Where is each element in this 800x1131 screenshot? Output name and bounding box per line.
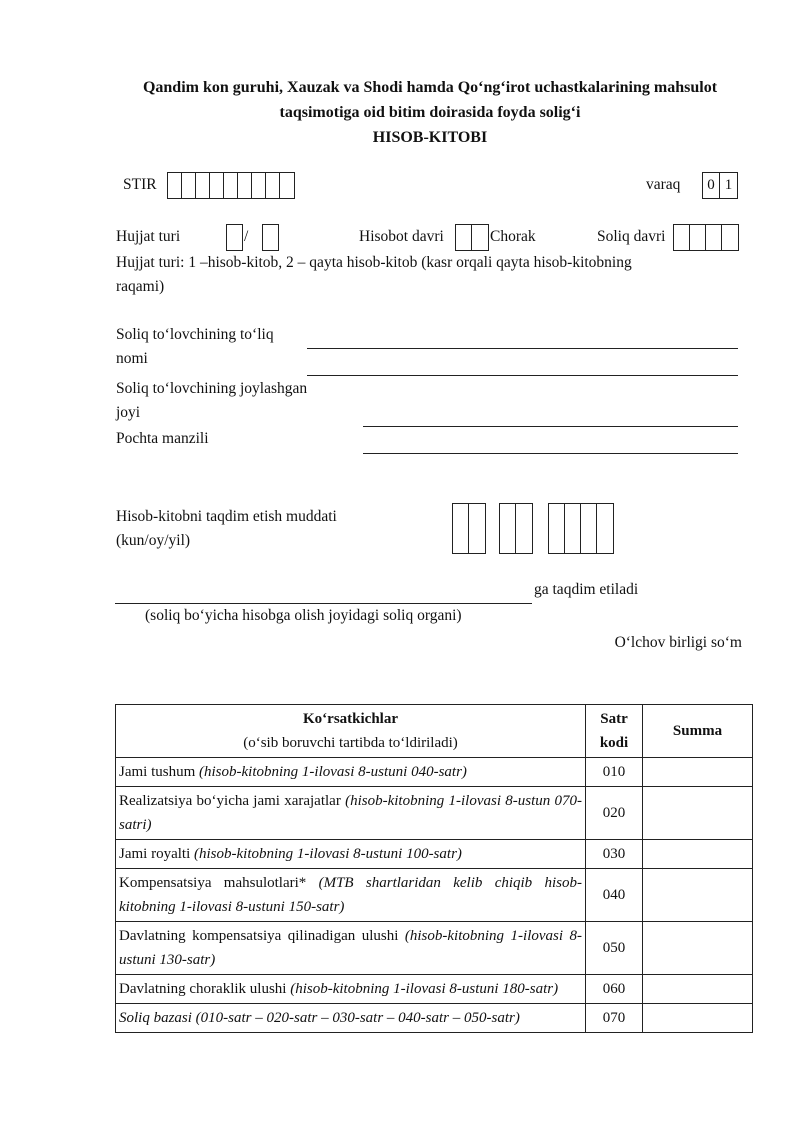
deadline-year-cell[interactable] [565, 504, 581, 553]
table-row [116, 840, 753, 869]
stir-cell[interactable] [280, 173, 294, 198]
stir-cell[interactable] [196, 173, 210, 198]
indicator-reference: (MTB shartlaridan kelib chiqib hisob-kitobning 1-ilovasi 8-ustuni 150-satr) [119, 875, 582, 915]
sum-cell[interactable] [643, 922, 753, 975]
tax-period-cell[interactable] [690, 225, 706, 250]
indicator-label: Kompensatsiya mahsulotlari* [119, 875, 307, 891]
indicator-reference: (hisob-kitobning 1-ilovasi 8-ustun 070-satri) [119, 793, 583, 833]
document-type-cell[interactable] [226, 224, 243, 251]
deadline-year-cell[interactable] [549, 504, 565, 553]
indicator-label: Jami royalti [119, 846, 191, 862]
indicator-label: Jami tushum [119, 764, 196, 780]
tax-period-label: Soliq davri [597, 228, 666, 245]
line-code-cell: 040 [586, 869, 643, 922]
sum-cell[interactable] [643, 787, 753, 840]
sum-cell[interactable] [643, 840, 753, 869]
indicator-cell [116, 758, 586, 787]
table-header-row [116, 705, 753, 758]
indicators-table [115, 704, 753, 1033]
line-code-cell: 020 [586, 787, 643, 840]
sum-cell[interactable] [643, 869, 753, 922]
indicator-cell [116, 840, 586, 869]
title-line-1: Qandim kon guruhi, Xauzak va Shodi hamda Qo‘ng‘irot uchastkalarining mahsulot [142, 79, 718, 96]
indicator-cell [116, 1004, 586, 1033]
indicator-label: Realizatsiya bo‘yicha jami xarajatlar [119, 793, 341, 809]
sum-header-label: Summa [672, 723, 723, 739]
taxpayer-name-label-1: Soliq to‘lovchining to‘liq [116, 326, 274, 343]
quarter-label: Chorak [490, 228, 536, 245]
deadline-year-cells[interactable] [548, 503, 614, 554]
sum-cell[interactable] [643, 975, 753, 1004]
varaq-cells[interactable] [702, 172, 738, 199]
line-code-cell: 070 [586, 1004, 643, 1033]
taxpayer-location-label-2: joyi [116, 404, 141, 421]
line-code-cell: 060 [586, 975, 643, 1004]
indicator-cell [116, 787, 586, 840]
sum-cell[interactable] [643, 758, 753, 787]
document-type-slash: / [244, 228, 249, 245]
table-row [116, 975, 753, 1004]
document-title [110, 75, 750, 150]
indicator-reference: (hisob-kitobning 1-ilovasi 8-ustuni 100-satr) [194, 846, 462, 862]
tax-period-cell[interactable] [706, 225, 722, 250]
document-type-note-line-1: Hujjat turi: 1 –hisob-kitob, 2 – qayta hisob-kitob (kasr orqali qayta hisob-kitobning [116, 254, 632, 271]
tax-period-cells[interactable] [673, 224, 739, 251]
table-row [116, 758, 753, 787]
sum-cell[interactable] [643, 1004, 753, 1033]
deadline-label-2: (kun/oy/yil) [116, 532, 191, 549]
table-row [116, 922, 753, 975]
taxpayer-name-field-line-2[interactable] [307, 375, 738, 376]
indicator-reference: Soliq bazasi (010-satr – 020-satr – 030-satr – 040-satr – 050-satr) [119, 1010, 520, 1026]
postal-address-label: Pochta manzili [116, 430, 209, 447]
correction-number-cell[interactable] [262, 224, 279, 251]
line-code-cell: 050 [586, 922, 643, 975]
reporting-period-cells[interactable] [455, 224, 489, 251]
line-code-header-1: Satr [600, 711, 628, 727]
correction-number-input[interactable] [263, 225, 278, 250]
document-type-label: Hujjat turi [116, 228, 181, 245]
indicators-header-title: Ko‘rsatkichlar [303, 711, 398, 727]
table-row [116, 869, 753, 922]
tax-period-cell[interactable] [674, 225, 690, 250]
indicator-reference: (hisob-kitobning 1-ilovasi 8-ustuni 130-satr) [119, 928, 582, 968]
indicator-label: Davlatning choraklik ulushi [119, 981, 287, 997]
stir-cell[interactable] [224, 173, 238, 198]
deadline-month-cell[interactable] [500, 504, 516, 553]
table-row [116, 1004, 753, 1033]
indicator-reference: (hisob-kitobning 1-ilovasi 8-ustuni 040-satr) [199, 764, 467, 780]
stir-cell[interactable] [266, 173, 280, 198]
deadline-day-cells[interactable] [452, 503, 486, 554]
taxpayer-name-label-2: nomi [116, 350, 148, 367]
varaq-label: varaq [646, 176, 681, 193]
indicator-reference: (hisob-kitobning 1-ilovasi 8-ustuni 180-satr) [290, 981, 559, 997]
deadline-day-cell[interactable] [469, 504, 485, 553]
stir-cells[interactable] [167, 172, 295, 199]
stir-cell[interactable] [168, 173, 182, 198]
taxpayer-name-field[interactable] [307, 348, 738, 349]
line-code-cell: 010 [586, 758, 643, 787]
deadline-label-1: Hisob-kitobni taqdim etish muddati [116, 508, 337, 525]
title-line-3: HISOB-KITOBI [372, 129, 488, 146]
taxpayer-location-field[interactable] [363, 426, 738, 427]
indicators-header [116, 705, 586, 758]
taxpayer-location-label-1: Soliq to‘lovchining joylashgan [116, 380, 308, 397]
deadline-month-cells[interactable] [499, 503, 533, 554]
stir-cell[interactable] [182, 173, 196, 198]
tax-period-cell[interactable] [722, 225, 738, 250]
line-code-cell: 030 [586, 840, 643, 869]
tax-authority-field[interactable] [115, 603, 532, 604]
unit-of-measure: O‘lchov birligi so‘m [614, 634, 742, 651]
varaq-cell[interactable]: 1 [724, 177, 733, 193]
indicator-cell [116, 869, 586, 922]
varaq-cell[interactable]: 0 [703, 173, 720, 198]
table-row [116, 787, 753, 840]
stir-cell[interactable] [252, 173, 266, 198]
postal-address-field[interactable] [363, 453, 738, 454]
reporting-period-label: Hisobot davri [359, 228, 444, 245]
reporting-period-cell[interactable] [456, 225, 472, 250]
tax-authority-caption: (soliq bo‘yicha hisobga olish joyidagi soliq organi) [145, 607, 462, 624]
submitted-to-suffix: ga taqdim etiladi [534, 581, 639, 598]
line-code-header-2: kodi [599, 735, 629, 751]
indicators-header-subtitle: (o‘sib boruvchi tartibda to‘ldiriladi) [243, 735, 458, 751]
indicator-cell [116, 975, 586, 1004]
indicator-label: Davlatning kompensatsiya qilinadigan ulushi [119, 928, 399, 944]
document-type-input[interactable] [227, 225, 242, 250]
stir-cell[interactable] [238, 173, 252, 198]
document-type-note-line-2: raqami) [116, 278, 165, 295]
deadline-day-cell[interactable] [453, 504, 469, 553]
deadline-year-cell[interactable] [581, 504, 597, 553]
indicator-cell [116, 922, 586, 975]
reporting-period-cell[interactable] [472, 225, 488, 250]
sum-header [643, 705, 753, 758]
title-line-2: taqsimotiga oid bitim doirasida foyda solig‘i [279, 104, 581, 121]
deadline-month-cell[interactable] [516, 504, 532, 553]
stir-label: STIR [123, 176, 157, 193]
deadline-year-cell[interactable] [597, 504, 613, 553]
stir-cell[interactable] [210, 173, 224, 198]
line-code-header [586, 705, 643, 758]
